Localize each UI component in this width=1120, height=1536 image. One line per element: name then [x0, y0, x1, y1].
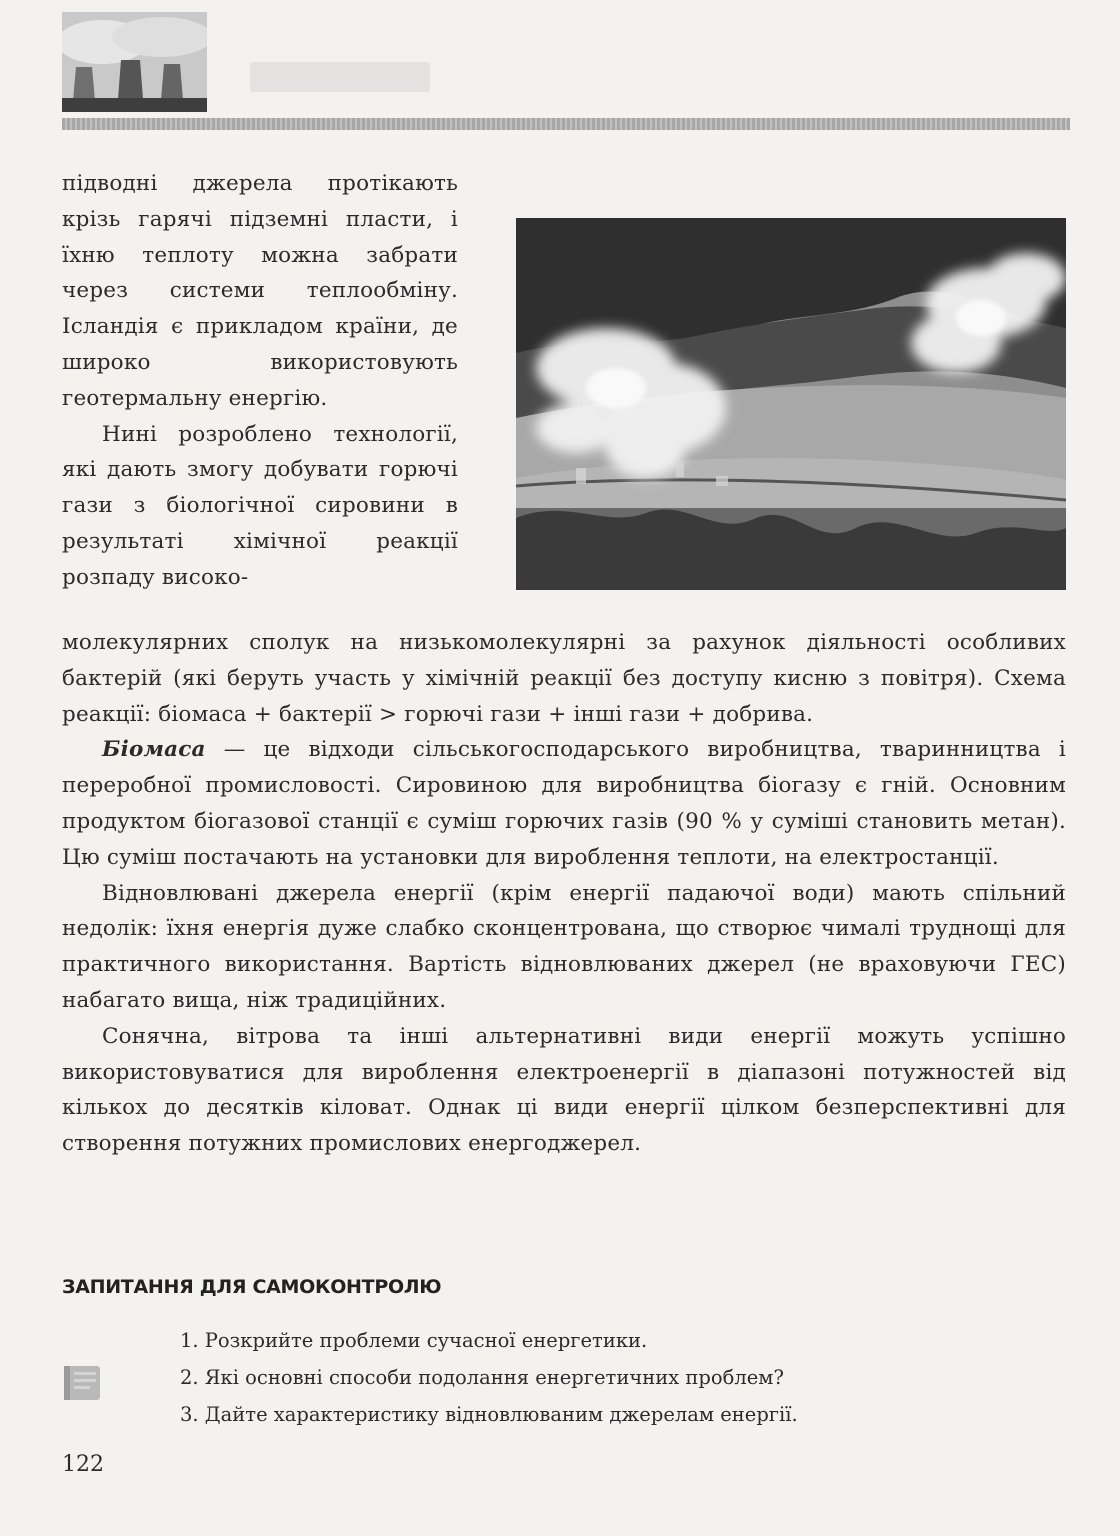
questions-list	[180, 1322, 1060, 1433]
wrapped-text-column	[62, 166, 458, 596]
header-thumbnail	[62, 12, 207, 112]
term-biomass: Біомаса	[102, 737, 206, 763]
biomass-definition: — це відходи сільськогосподарського виробництва, тваринництва і переробної промисловості. Сировиною для виробництва біогазу є гній. Основним продуктом біогазової станції є суміш горючих газів (90 % у суміші становить метан). Цю суміш постачають на установки для вироблення теплоти, на електростанції.	[62, 737, 1066, 870]
book-icon	[62, 1362, 104, 1402]
power-plant-illustration	[62, 12, 207, 112]
page-number: 122	[62, 1452, 104, 1477]
paragraph-biogas-continued: молекулярних сполук на низькомолекулярні за рахунок діяльності особливих бактерій (які беруть участь у хімічній реакції без доступу кисню з повітря). Схема реакції: біомаса + бактерії > горючі гази + інші гази + добрива.	[62, 630, 1066, 727]
paragraph-alternative-energy: Сонячна, вітрова та інші альтернативні види енергії можуть успішно використовуватися для вироблення електроенергії в діапазоні потужностей від кількох до десятків кіловат. Однак ці види енергії цілком безперспективні для створення потужних промислових енергоджерел.	[62, 1023, 1066, 1157]
question-item: 2. Які основні способи подолання енергетичних проблем?	[180, 1366, 784, 1389]
questions-heading: ЗАПИТАННЯ ДЛЯ САМОКОНТРОЛЮ	[62, 1276, 442, 1298]
geothermal-photo	[516, 218, 1066, 590]
header-rule	[62, 118, 1070, 130]
paragraph-biomass	[62, 732, 1066, 875]
full-width-text	[62, 625, 1066, 1162]
paragraph-renewable-drawbacks: Відновлювані джерела енергії (крім енергії падаючої води) мають спільний недолік: їхня енергія дуже слабко сконцентрована, що створює чималі труднощі для практичного використання. Вартість відновлюваних джерел (не враховуючи ГЕС) набагато вища, ніж традиційних.	[62, 880, 1066, 1013]
question-item: 3. Дайте характеристику відновлюваним джерелам енергії.	[180, 1403, 798, 1426]
paragraph-biogas-intro: Нині розроблено технології, які дають змогу добувати горючі гази з біологічної сировини в результаті хімічної реакції розпаду високо-	[62, 421, 458, 590]
question-item: 1. Розкрийте проблеми сучасної енергетики.	[180, 1329, 648, 1352]
header-ghost-text	[250, 62, 430, 92]
paragraph-geothermal: підводні джерела протікають крізь гарячі підземні пласти, і їхню теплоту можна забрати через системи теплообміну. Ісландія є прикладом країни, де широко використовують геотермальну енергію.	[62, 171, 458, 411]
